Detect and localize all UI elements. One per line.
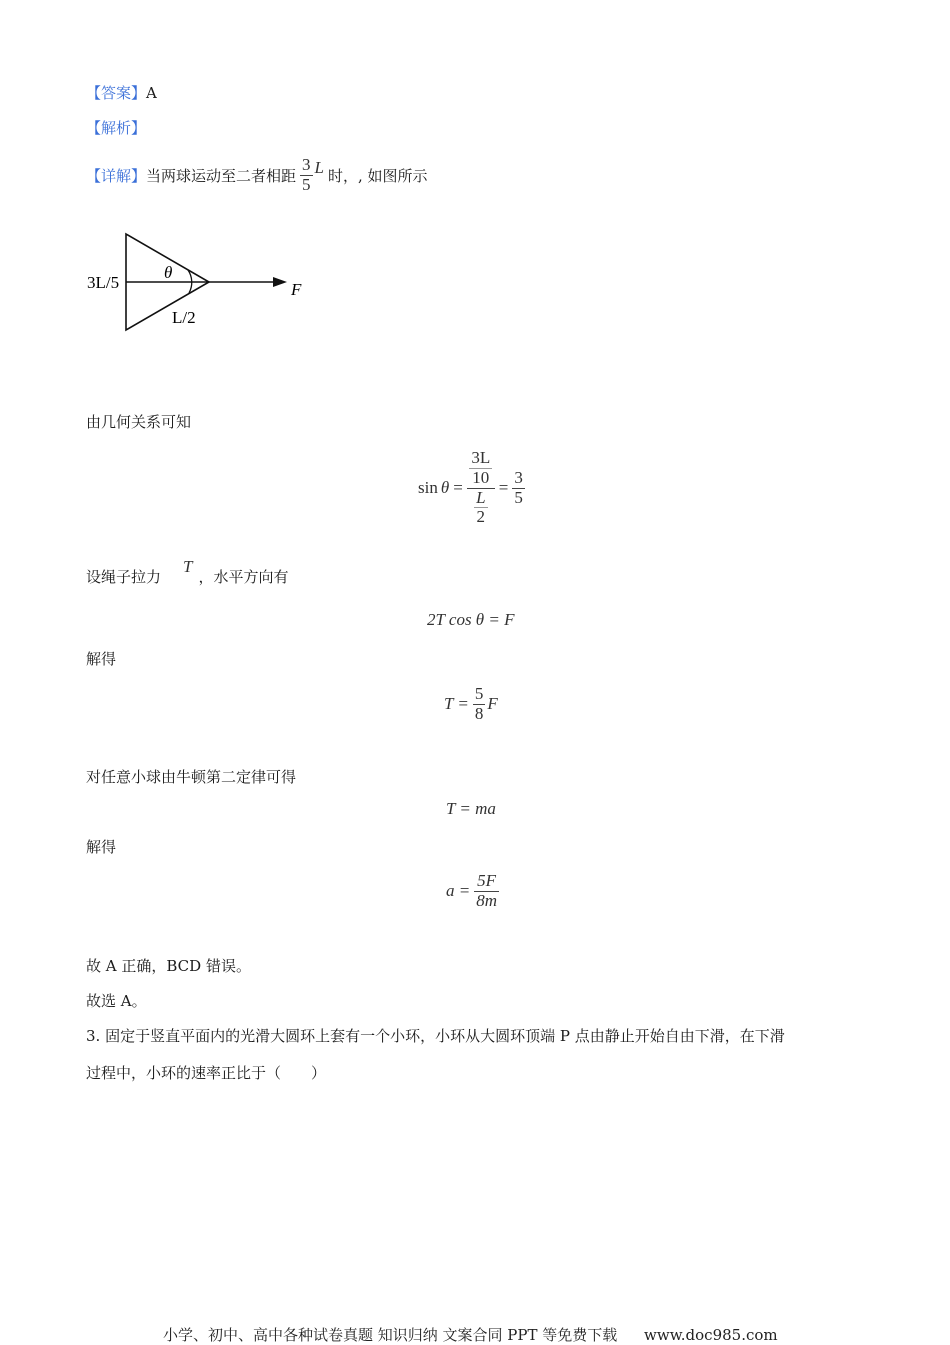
eq5-num: 5F — [477, 870, 497, 890]
eq1-outer-den-fraction — [474, 489, 487, 527]
eq1-inner-num: 3L — [471, 448, 491, 468]
tension-line — [86, 556, 289, 596]
question-3-line-1: 3. 固定于竖直平面内的光滑大圆环上套有一个小环，小环从大圆环顶端 P 点由静止开始自由下滑，在下滑 — [86, 1027, 785, 1045]
label-bottom: L/2 — [172, 308, 196, 327]
eq1-lhs: sin — [418, 478, 438, 497]
question-3-line-2: 过程中，小环的速率正比于（ ） — [86, 1064, 327, 1082]
detail-line — [86, 150, 428, 200]
tension-text-after: ，水平方向有 — [198, 567, 289, 586]
conclusion-1: 故 A 正确，BCD 错误。 — [86, 957, 251, 975]
eq5-den: 8m — [476, 890, 498, 910]
eq1-equals-2: = — [498, 478, 509, 497]
detail-frac-den: 5 — [302, 174, 311, 194]
tension-var: T — [183, 557, 193, 576]
eq5-lhs: a = — [446, 881, 471, 900]
eq1-equals: = — [453, 478, 463, 497]
eq1-outer-den-num: L — [476, 487, 486, 507]
eq3-fraction — [473, 685, 486, 723]
equation-acceleration — [446, 866, 499, 916]
conclusion-2: 故选 A。 — [86, 992, 147, 1010]
label-force: F — [291, 280, 302, 299]
detail-frac-var: L — [314, 158, 324, 177]
answer-label: 【答案】 — [86, 84, 147, 102]
analysis-label: 【解析】 — [86, 119, 147, 137]
solve-line-1: 解得 — [86, 650, 117, 668]
arrow-head-icon — [273, 277, 287, 287]
eq1-outer-den-den: 2 — [476, 507, 486, 527]
eq3-var: F — [487, 694, 498, 713]
eq3-num: 5 — [474, 683, 484, 703]
geometry-line: 由几何关系可知 — [86, 413, 192, 431]
equation-tension — [444, 680, 498, 728]
eq3-den: 8 — [474, 703, 484, 723]
detail-fraction — [300, 156, 324, 194]
eq4-text: T = ma — [446, 799, 496, 818]
eq1-inner-den: 10 — [472, 467, 490, 487]
equation-sin — [418, 442, 525, 534]
eq1-complex-fraction — [467, 449, 495, 527]
label-left: 3L/5 — [87, 273, 120, 292]
eq1-rhs-num: 3 — [514, 467, 523, 487]
eq1-theta: θ — [440, 478, 450, 497]
newton-line: 对任意小球由牛顿第二定律可得 — [86, 768, 297, 786]
footer — [163, 1324, 778, 1345]
force-diagram — [80, 225, 320, 340]
footer-url[interactable]: www.doc985.com — [644, 1326, 778, 1344]
eq1-rhs-den: 5 — [514, 487, 523, 507]
footer-text: 小学、初中、高中各种试卷真题 知识归纳 文案合同 PPT 等免费下载 — [163, 1326, 618, 1344]
equation-cos — [427, 610, 515, 630]
detail-text-before: 当两球运动至二者相距 — [146, 166, 297, 185]
eq1-rhs-fraction — [512, 469, 525, 507]
solve-line-2: 解得 — [86, 838, 117, 856]
answer-value: A — [146, 84, 157, 102]
tension-text-before: 设绳子拉力 — [86, 567, 162, 586]
detail-text-after: 时，, 如图所示 — [328, 166, 428, 185]
detail-frac-num: 3 — [302, 154, 311, 174]
answer-line — [86, 82, 157, 103]
eq3-lhs: T = — [444, 694, 469, 713]
eq2-text: 2T cos θ = F — [427, 610, 515, 629]
label-angle: θ — [164, 263, 173, 282]
equation-newton — [446, 799, 496, 819]
eq5-fraction — [474, 872, 499, 910]
eq1-inner-fraction — [469, 449, 492, 487]
detail-label: 【详解】 — [86, 166, 147, 185]
